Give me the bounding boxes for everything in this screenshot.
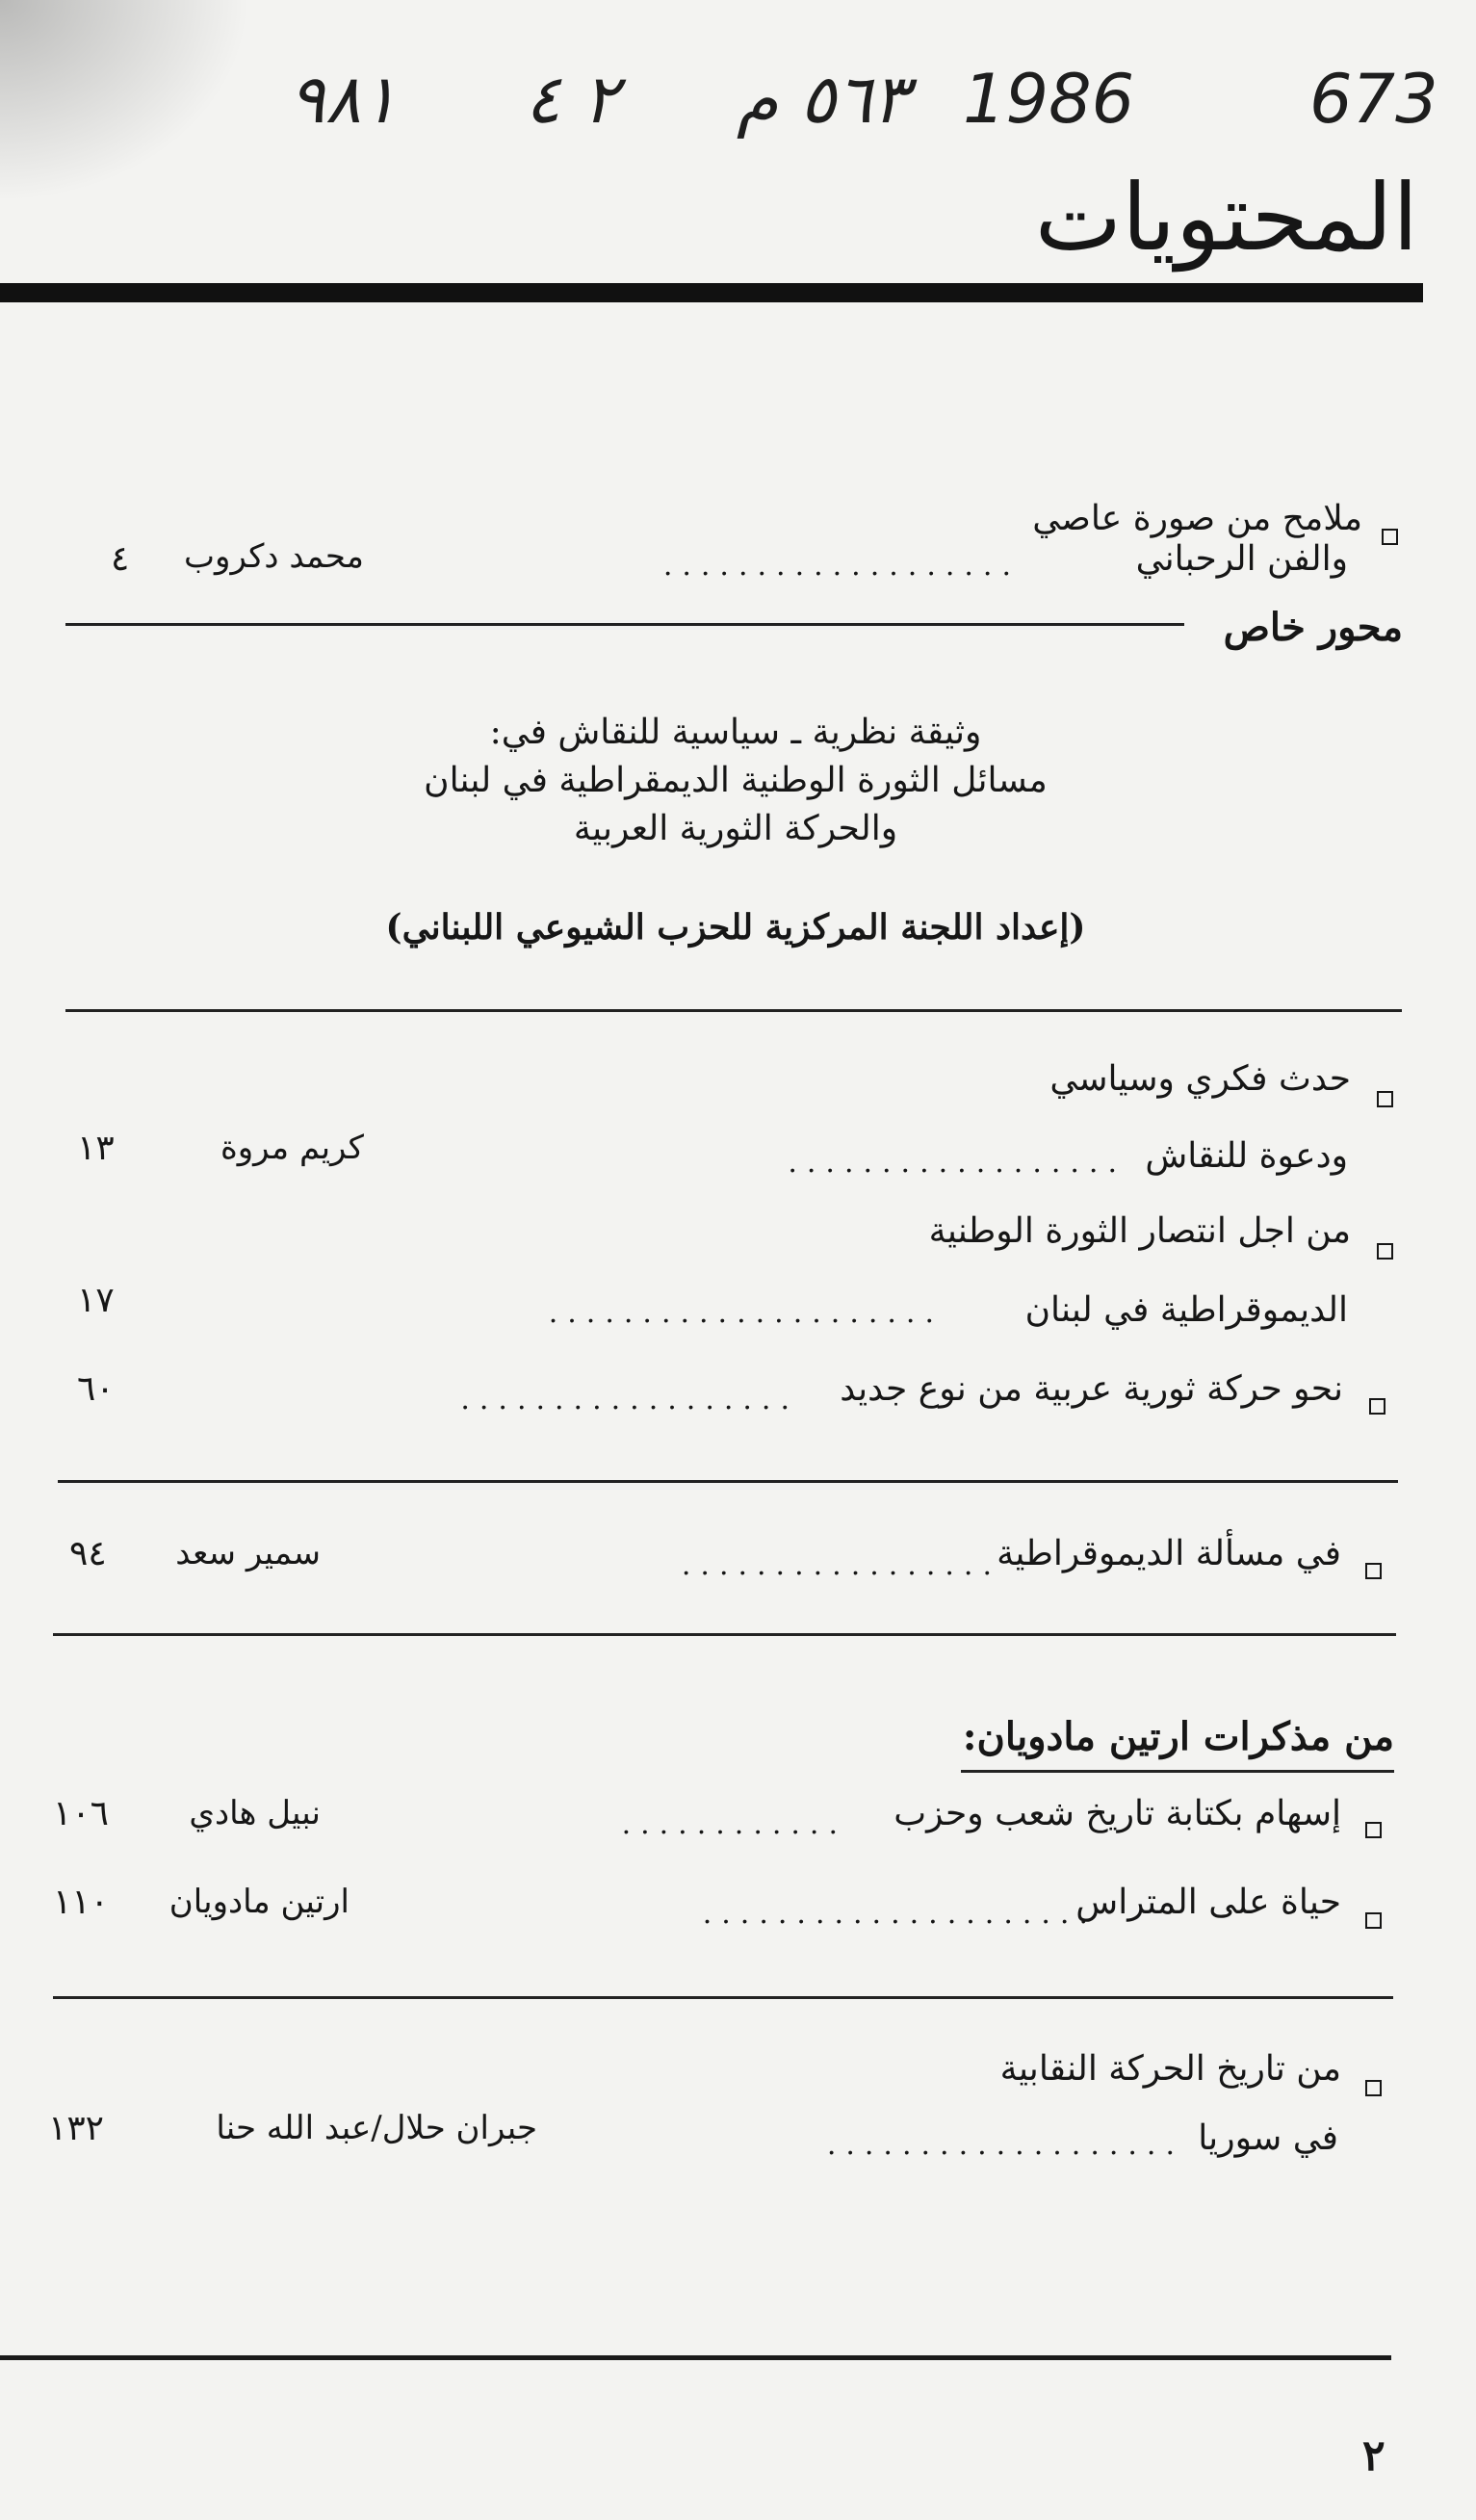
entry-page: ١٣ bbox=[77, 1129, 115, 1168]
doc-line: والحركة الثورية العربية bbox=[573, 809, 898, 848]
entry-title: نحو حركة ثورية عربية من نوع جديد bbox=[840, 1369, 1343, 1409]
entry-author: سمير سعد bbox=[175, 1534, 321, 1572]
handwritten-number-2: ٢ ٤ bbox=[525, 60, 619, 139]
bullet-box-icon bbox=[1369, 1398, 1385, 1415]
divider bbox=[53, 1996, 1393, 1999]
entry-page: ١٣٢ bbox=[48, 2109, 105, 2148]
entry-title: من تاريخ الحركة النقابية bbox=[999, 2049, 1341, 2089]
dot-leader: .................. bbox=[788, 1146, 1126, 1180]
entry-title-cont: والفن الرحباني bbox=[1135, 539, 1348, 579]
entry-title-cont: في سوريا bbox=[1198, 2118, 1338, 2158]
entry-page: ١١٠ bbox=[53, 1883, 110, 1922]
dot-leader: ................... bbox=[826, 2128, 1184, 2162]
handwritten-number-5: 673 bbox=[1309, 60, 1438, 139]
entry-author: ارتين مادويان bbox=[168, 1883, 350, 1921]
entry-author: كريم مروة bbox=[220, 1129, 364, 1167]
bullet-box-icon bbox=[1365, 1912, 1382, 1929]
entry-title: حدث فكري وسياسي bbox=[1049, 1059, 1351, 1099]
entry-page: ٦٠ bbox=[77, 1369, 115, 1409]
dot-leader: ............ bbox=[621, 1807, 847, 1841]
handwritten-number-1: ٩٨١ bbox=[289, 60, 398, 139]
entry-author: نبيل هادي bbox=[189, 1794, 321, 1832]
bullet-box-icon bbox=[1382, 529, 1398, 545]
divider bbox=[65, 1009, 1402, 1012]
section-rule bbox=[65, 623, 1184, 626]
entry-title-cont: ودعوة للنقاش bbox=[1145, 1136, 1348, 1176]
dot-leader: ..................... bbox=[702, 1897, 1098, 1931]
section-heading: من مذكرات ارتين مادويان: bbox=[962, 1714, 1394, 1759]
doc-credit: (إعداد اللجنة المركزية للحزب الشيوعي اللبناني) bbox=[385, 907, 1086, 948]
entry-title-cont: الديموقراطية في لبنان bbox=[1024, 1290, 1348, 1330]
entry-title: من اجل انتصار الثورة الوطنية bbox=[928, 1211, 1351, 1251]
dot-leader: ..................... bbox=[548, 1296, 944, 1330]
entry-author: محمد دكروب bbox=[184, 537, 364, 576]
doc-line: وثيقة نظرية ـ سياسية للنقاش في: bbox=[489, 713, 982, 752]
entry-title: حياة على المتراس bbox=[1075, 1883, 1341, 1922]
entry-page: ٩٤ bbox=[69, 1534, 107, 1573]
handwritten-year: 1986 bbox=[963, 60, 1135, 139]
entry-page: ١٠٦ bbox=[53, 1794, 110, 1833]
dot-leader: ................. bbox=[681, 1548, 1001, 1582]
bullet-box-icon bbox=[1365, 2080, 1382, 2096]
page-title: المحتويات bbox=[1034, 164, 1418, 272]
entry-page: ٤ bbox=[111, 539, 130, 579]
doc-line: مسائل الثورة الوطنية الديمقراطية في لبنان bbox=[424, 761, 1048, 800]
bullet-box-icon bbox=[1377, 1091, 1393, 1107]
page-number: ٢ bbox=[1362, 2431, 1385, 2481]
bullet-box-icon bbox=[1365, 1563, 1382, 1579]
dot-leader: .................. bbox=[460, 1383, 799, 1416]
bullet-box-icon bbox=[1377, 1243, 1393, 1260]
entry-author: جبران حلال/عبد الله حنا bbox=[216, 2109, 537, 2147]
entry-page: ١٧ bbox=[77, 1281, 115, 1320]
scan-noise bbox=[0, 0, 250, 202]
heading-underline bbox=[961, 1770, 1394, 1773]
entry-title: في مسألة الديموقراطية bbox=[997, 1534, 1341, 1573]
dot-leader: ................... bbox=[662, 549, 1021, 583]
handwritten-number-3: ٥٦٣ م bbox=[737, 60, 909, 139]
bullet-box-icon bbox=[1365, 1822, 1382, 1838]
divider bbox=[58, 1480, 1398, 1483]
entry-title: ملامح من صورة عاصي bbox=[1032, 499, 1362, 538]
title-rule bbox=[0, 283, 1423, 302]
entry-title: إسهام بكتابة تاريخ شعب وحزب bbox=[893, 1794, 1341, 1833]
bottom-rule bbox=[0, 2355, 1391, 2360]
section-heading: محور خاص bbox=[1223, 605, 1403, 650]
divider bbox=[53, 1633, 1396, 1636]
